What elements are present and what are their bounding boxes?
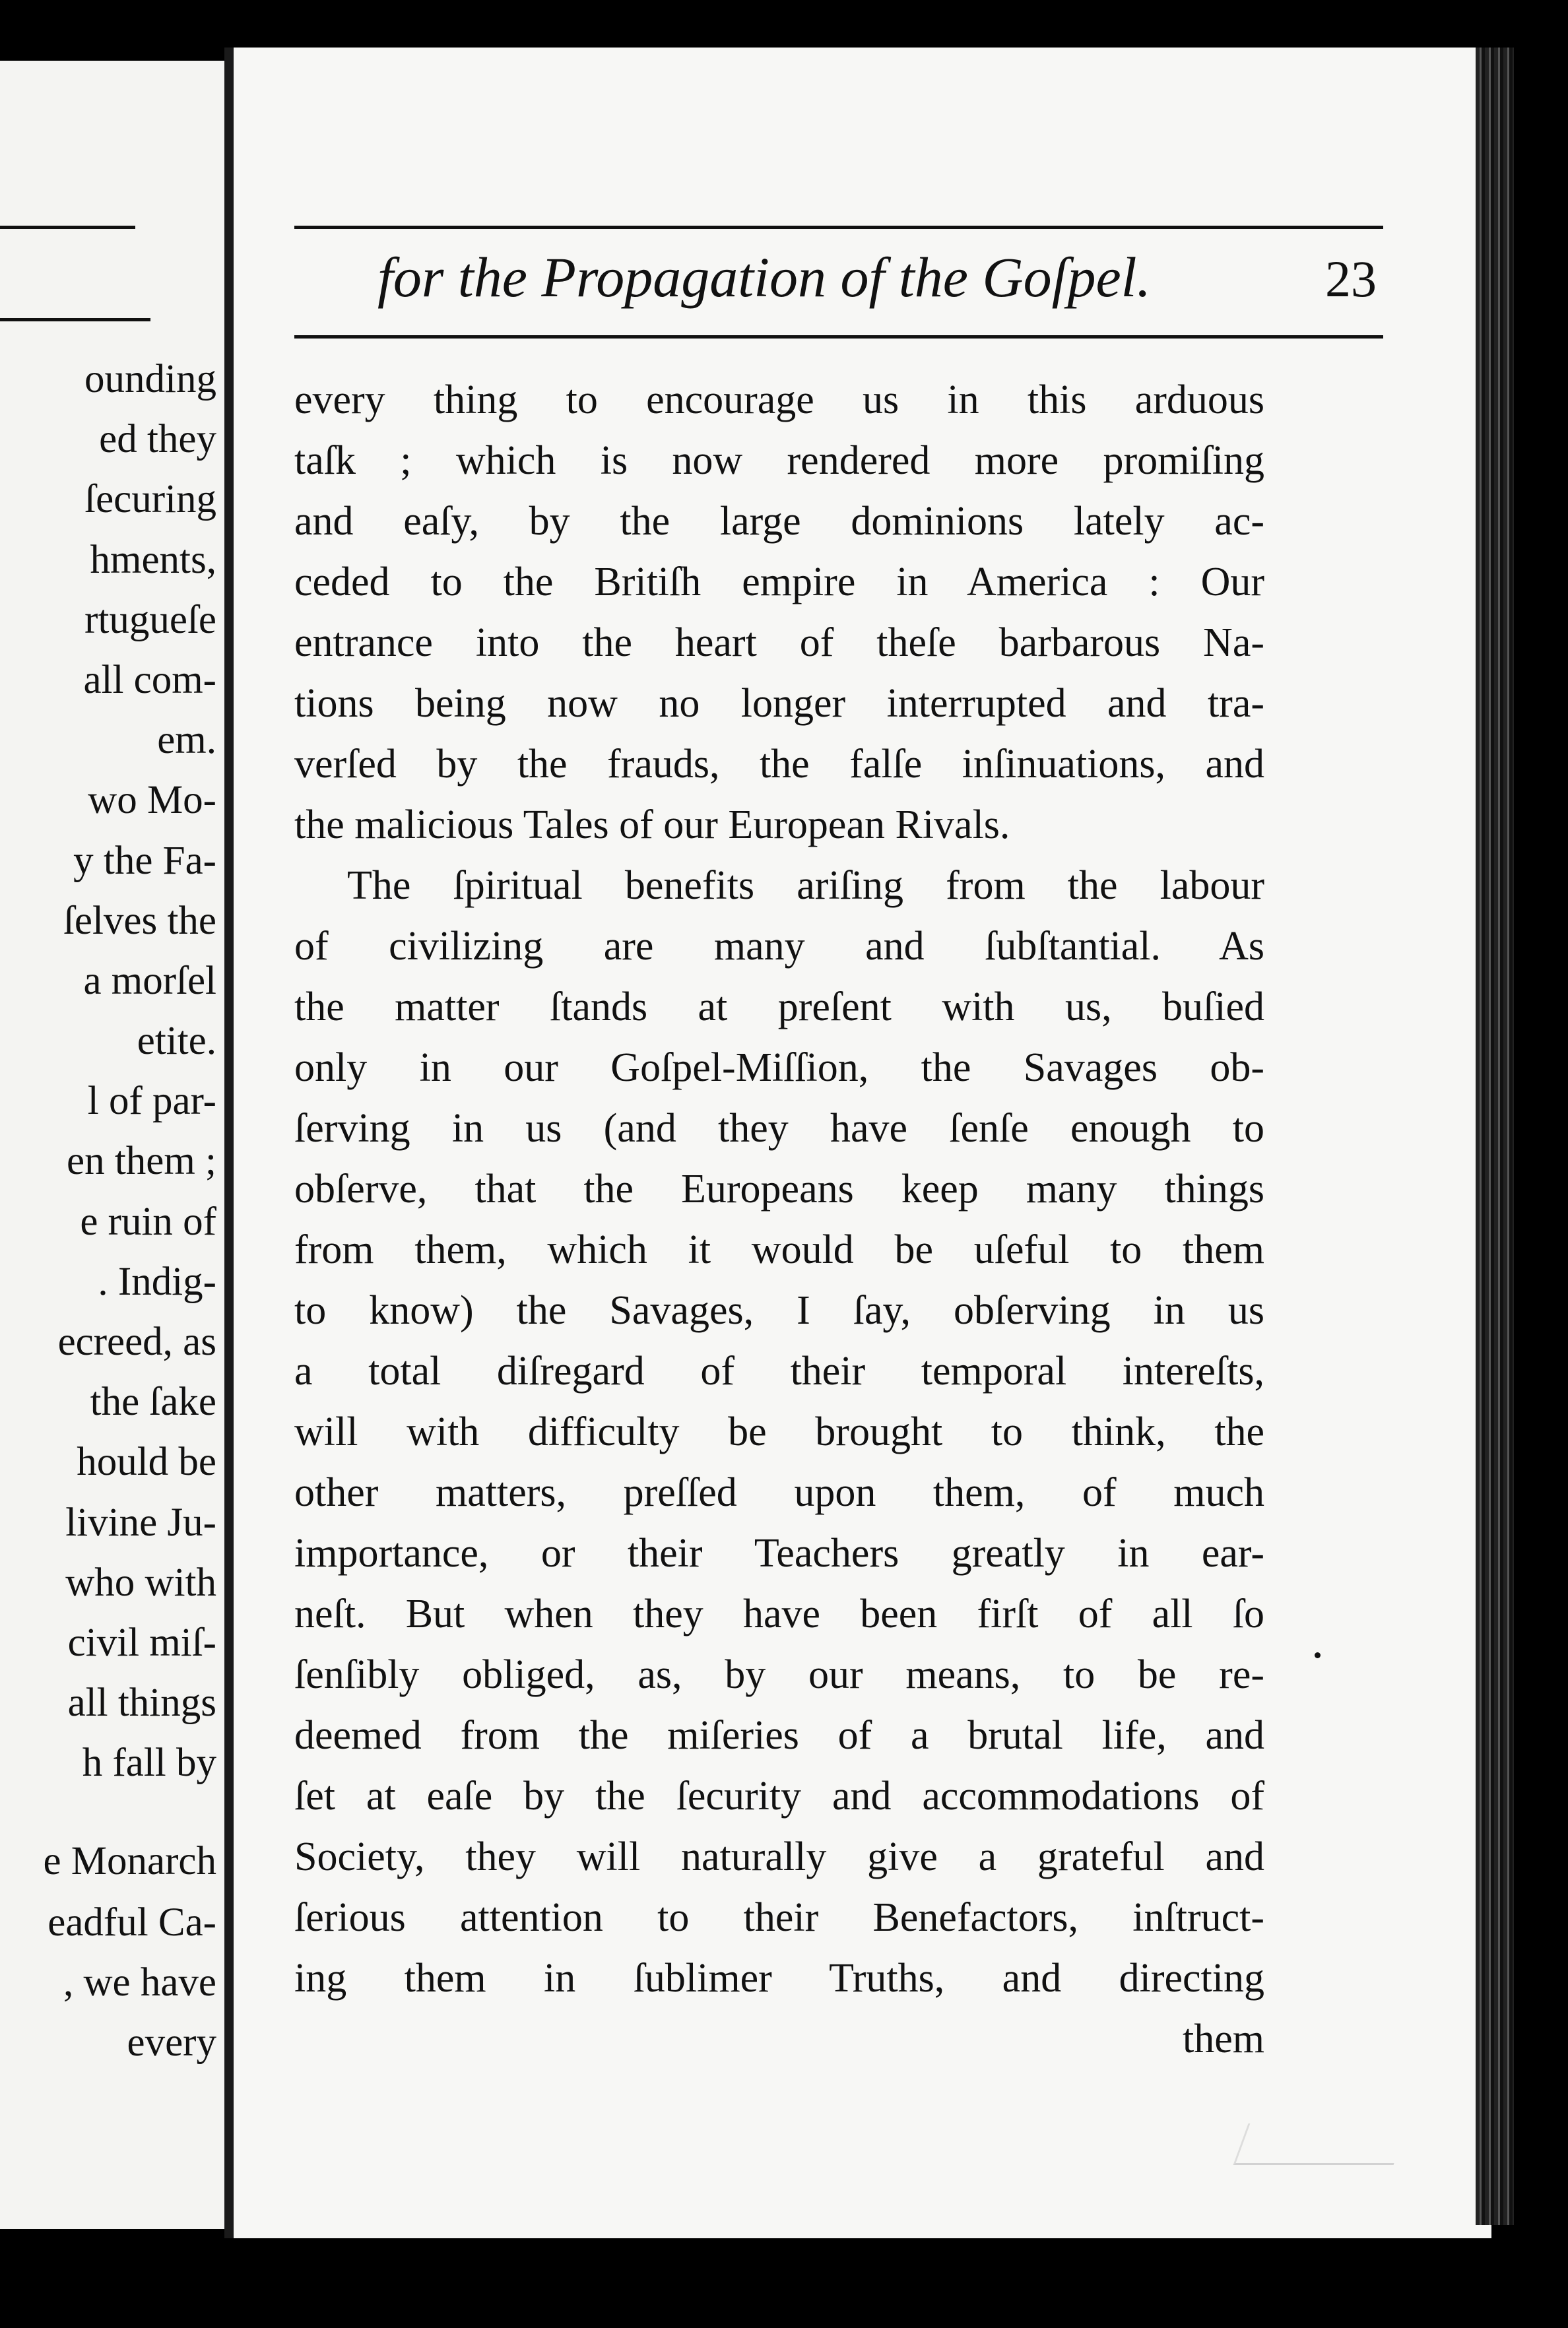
text-line: entrance into the heart of theſe barbarous Na- [294,620,1264,665]
text-line: ing them in ſublimer Truths, and directing [294,1956,1264,2001]
left-catchword: every [127,2020,216,2065]
page-number: 23 [1325,250,1377,307]
text-line: from them, which it would be uſeful to them [294,1227,1264,1272]
left-head-rule-top [0,226,135,229]
text-line: the matter ſtands at preſent with us, buſied [294,985,1264,1029]
text-line: Society, they will naturally give a grateful and [294,1834,1264,1879]
left-line: hould be [77,1440,216,1485]
left-line: l of par- [87,1079,216,1124]
text-line: ſerving in us (and they have ſenſe enough to [294,1106,1264,1151]
left-line: who with [65,1560,216,1605]
page-body-text [294,370,1264,2069]
left-line: y the Fa- [73,838,216,883]
text-line: importance, or their Teachers greatly in ear- [294,1531,1264,1576]
text-line: every thing to encourage us in this arduous [294,377,1264,422]
text-line: taſk ; which is now rendered more promiſing [294,438,1264,483]
paper-smudge [1233,2123,1409,2165]
text-line: a total diſregard of their temporal intereſts, [294,1349,1264,1394]
paragraph-end-line: the malicious Tales of our European Rivals. [294,802,1010,847]
catchword: them [1183,2017,1264,2061]
running-head-rule-bottom [294,335,1383,339]
left-line: a morſel [83,958,216,1003]
left-line: civil miſ- [67,1620,216,1665]
left-line: , we have [63,1960,216,2005]
running-head-rule-top [294,226,1383,229]
text-line: other matters, preſſed upon them, of much [294,1470,1264,1515]
left-page-text [43,349,216,2073]
ink-speck [1315,1652,1321,1658]
left-line: em. [157,718,216,763]
text-line: verſed by the frauds, the falſe inſinuations, and [294,742,1264,787]
text-line: will with difficulty be brought to think, the [294,1409,1264,1454]
text-line: deemed from the miſeries of a brutal life, and [294,1713,1264,1758]
left-line: ſelves the [63,898,216,943]
left-line: hments, [90,537,216,582]
left-line: e Monarch [43,1838,216,1883]
left-line: wo Mo- [88,778,216,823]
text-line: ſerious attention to their Benefactors, inſtruct- [294,1895,1264,1940]
text-line: only in our Goſpel-Miſſion, the Savages ob- [294,1045,1264,1090]
text-line: to know) the Savages, I ſay, obſerving in us [294,1288,1264,1333]
running-head: for the Propagation of the Goſpel. [377,245,1152,309]
left-line: ounding [84,357,216,401]
left-line: etite. [137,1019,216,1064]
left-line: en them ; [67,1139,216,1184]
paragraph-start-line: The ſpiritual benefits ariſing from the labour [347,863,1264,908]
left-line: the ſake [90,1380,216,1425]
text-line: obſerve, that the Europeans keep many things [294,1167,1264,1212]
left-line: all com- [83,657,216,702]
text-line: neſt. But when they have been firſt of all ſo [294,1592,1264,1636]
left-head-rule-bottom [0,318,150,321]
text-line: and eaſy, by the large dominions lately ac- [294,499,1264,544]
text-line: ſenſibly obliged, as, by our means, to be re- [294,1652,1264,1697]
left-line: eadful Ca- [48,1900,216,1945]
left-line: . Indig- [98,1259,216,1304]
text-line: ſet at eaſe by the ſecurity and accommodations of [294,1774,1264,1819]
left-line: ed they [99,417,216,462]
left-line: rtugueſe [84,597,216,642]
text-line: of civilizing are many and ſubſtantial. As [294,924,1264,969]
left-line: livine Ju- [65,1500,216,1545]
text-line: ceded to the Britiſh empire in America : Our [294,560,1264,604]
left-line: all things [67,1681,216,1726]
left-line: e ruin of [80,1199,216,1244]
left-line: ecreed, as [57,1320,216,1364]
left-line: h fall by [82,1741,216,1786]
page-edge-stack [1476,48,1514,2225]
left-line: ſecuring [84,477,216,522]
text-line: tions being now no longer interrupted and tra- [294,681,1264,726]
